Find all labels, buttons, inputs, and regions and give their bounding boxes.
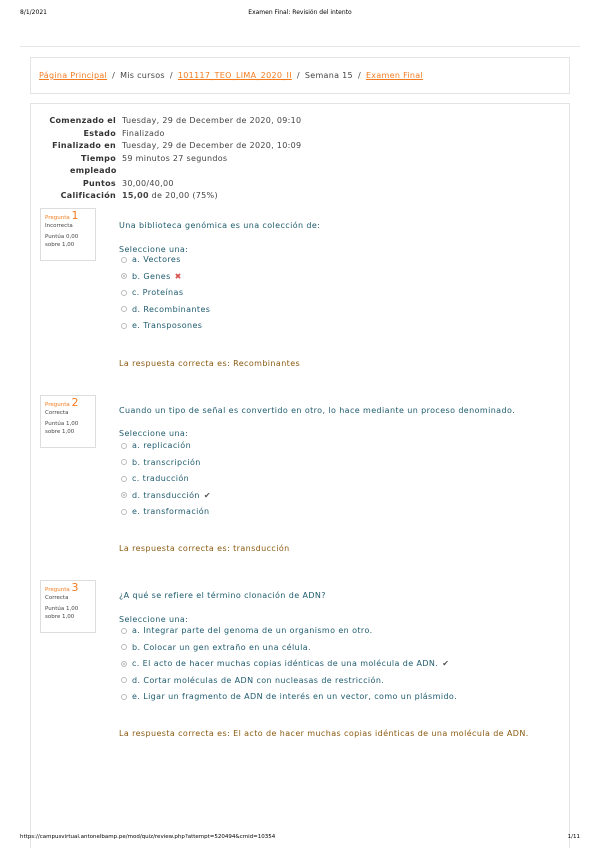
radio-button[interactable] [121, 677, 127, 683]
attempt-summary [30, 115, 322, 203]
option-label: b. transcripción [132, 457, 201, 467]
radio-button[interactable] [121, 290, 127, 296]
summary-value: 59 minutos 27 segundos [122, 153, 228, 163]
answer-option[interactable] [121, 491, 211, 500]
radio-button[interactable] [121, 694, 127, 700]
answer-option[interactable] [121, 626, 373, 635]
select-prompt: Seleccione una: [119, 245, 189, 254]
option-label: a. Vectores [132, 255, 181, 264]
option-label: c. Proteínas [132, 288, 184, 297]
option-label: d. Recombinantes [132, 304, 211, 314]
summary-value: Tuesday, 29 de December de 2020, 10:09 [122, 141, 302, 150]
question-score: Puntúa 1,00 sobre 1,00 [45, 421, 79, 435]
summary-label: Tiempo empleado [70, 153, 117, 175]
question-info-box [40, 395, 96, 448]
incorrect-icon: ✖ [174, 271, 182, 281]
print-page: 1/11 [567, 834, 580, 840]
print-title: Examen Final: Revisión del intento [248, 9, 352, 16]
answer-option[interactable] [121, 474, 189, 483]
option-label: c. traducción [132, 474, 190, 483]
answer-option[interactable] [121, 255, 181, 264]
correct-answer-feedback: La respuesta correcta es: Recombinantes [119, 359, 301, 368]
summary-label: Calificación [60, 191, 116, 200]
correct-answer-feedback: La respuesta correcta es: transducción [119, 544, 290, 553]
option-label: e. transformación [132, 507, 210, 516]
summary-label: Puntos [82, 178, 116, 188]
option-label: e. Ligar un fragmento de ADN de interés en un vector, como un plásmido. [132, 692, 458, 701]
select-prompt: Seleccione una: [119, 429, 189, 438]
question-state: Correcta [45, 410, 69, 416]
radio-button[interactable] [121, 323, 127, 329]
breadcrumb-home[interactable]: Página Principal [39, 71, 108, 80]
grade-score: 15,00 [122, 191, 149, 200]
answer-option[interactable] [121, 643, 311, 652]
summary-value: Finalizado [122, 128, 165, 138]
answer-option[interactable] [121, 272, 182, 281]
answer-option[interactable] [121, 676, 384, 685]
option-label: e. Transposones [132, 321, 203, 330]
answer-option[interactable] [121, 692, 457, 701]
radio-button[interactable] [121, 644, 127, 650]
option-label: c. El acto de hacer muchas copias idénticas de una molécula de ADN. [132, 659, 439, 668]
breadcrumb-exam[interactable]: Examen Final [365, 71, 424, 80]
answer-option[interactable] [121, 458, 201, 467]
breadcrumb-week: Semana 15 [304, 71, 353, 80]
print-url: https://campusvirtual.antonelbamp.pe/mod/quiz/review.php?attempt=520494&cmid=10354 [20, 834, 276, 840]
breadcrumb: Página Principal / Mis cursos / 101117_TEO_LIMA_2020_II / Semana 15 / Examen Final [30, 57, 570, 94]
question-text: Una biblioteca genómica es una colección de: [119, 221, 321, 230]
question-state: Correcta [45, 595, 69, 601]
radio-button[interactable] [121, 273, 127, 279]
summary-label: Estado [83, 128, 116, 138]
print-date: 8/1/2021 [20, 9, 47, 16]
answer-option[interactable] [121, 321, 202, 330]
question-number: 2 [71, 396, 79, 409]
radio-button[interactable] [121, 661, 127, 667]
summary-value: 30,00/40,00 [122, 178, 174, 188]
question-number: 1 [71, 209, 79, 222]
option-label: a. Integrar parte del genoma de un organismo en otro. [132, 626, 373, 635]
answer-option[interactable] [121, 305, 210, 314]
question-info-box [40, 580, 96, 633]
breadcrumb-course[interactable]: 101117_TEO_LIMA_2020_II [177, 71, 292, 80]
breadcrumb-my-courses: Mis cursos [120, 71, 165, 80]
option-label: b. Colocar un gen extraño en una célula. [132, 642, 311, 652]
question-text: ¿A qué se refiere el término clonación de ADN? [119, 591, 326, 600]
option-label: a. replicación [132, 441, 192, 450]
question-info-box [40, 208, 96, 261]
question-state: Incorrecta [45, 223, 73, 229]
check-icon: ✔ [442, 659, 450, 668]
radio-button[interactable] [121, 257, 127, 263]
option-label: d. Cortar moléculas de ADN con nucleasas de restricción. [132, 675, 385, 685]
answer-option[interactable] [121, 441, 191, 450]
answer-option[interactable] [121, 288, 183, 297]
summary-value: Tuesday, 29 de December de 2020, 09:10 [122, 116, 302, 125]
option-label: d. transducción [132, 490, 200, 500]
correct-answer-feedback: La respuesta correcta es: El acto de hacer muchas copias idénticas de una molécula de ADN. [119, 729, 529, 738]
answer-option[interactable] [121, 507, 210, 516]
question-text: Cuando un tipo de señal es convertido en otro, lo hace mediante un proceso denominado. [119, 406, 516, 415]
question-prefix: Pregunta [45, 587, 70, 593]
question-prefix: Pregunta [45, 215, 70, 221]
select-prompt: Seleccione una: [119, 615, 189, 624]
grade-total: de 20,00 (75%) [148, 191, 218, 200]
question-score: Puntúa 1,00 sobre 1,00 [45, 606, 79, 620]
radio-button[interactable] [121, 443, 127, 449]
radio-button[interactable] [121, 476, 127, 482]
summary-label: Finalizado en [52, 141, 116, 150]
question-number: 3 [71, 581, 79, 594]
answer-option[interactable] [121, 659, 449, 668]
option-label: b. Genes [132, 271, 171, 281]
question-prefix: Pregunta [45, 402, 70, 408]
summary-label: Comenzado el [49, 116, 116, 125]
radio-button[interactable] [121, 509, 127, 515]
question-score: Puntúa 0,00 sobre 1,00 [45, 234, 79, 248]
radio-button[interactable] [121, 628, 127, 634]
radio-button[interactable] [121, 306, 127, 312]
radio-button[interactable] [121, 459, 127, 465]
divider [20, 46, 580, 47]
radio-button[interactable] [121, 492, 127, 498]
check-icon: ✔ [203, 490, 211, 500]
